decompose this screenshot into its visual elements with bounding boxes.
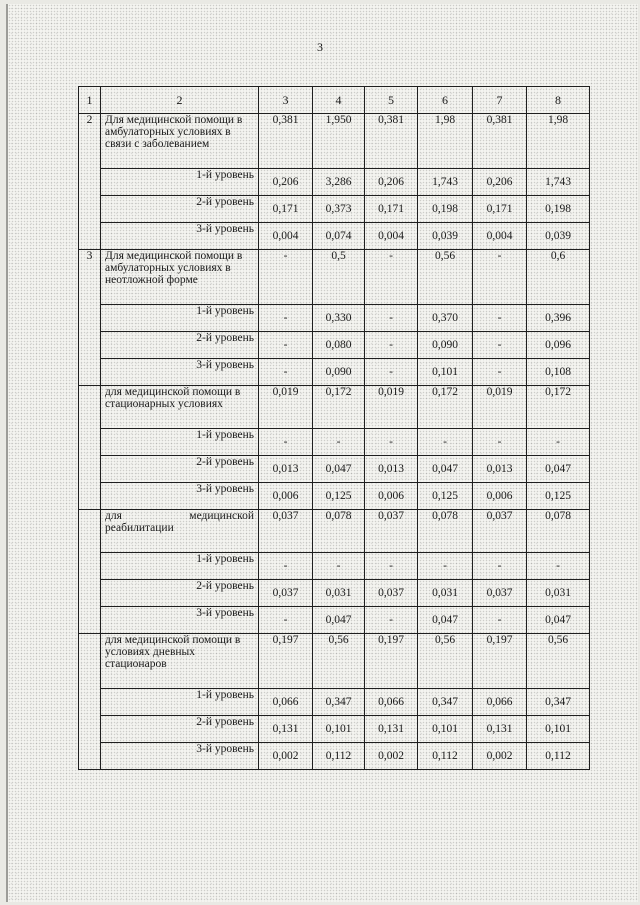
value-cell: - [473,553,527,580]
value-cell: - [418,553,473,580]
level-label: 2-й уровень [101,196,259,223]
value-cell: 0,096 [527,332,590,359]
value-cell: 1,98 [527,114,590,169]
value-cell: 0,381 [259,114,313,169]
value-cell: - [473,359,527,386]
value-cell: 0,101 [418,359,473,386]
value-cell: 0,002 [365,743,418,770]
value-cell: 0,131 [365,716,418,743]
value-cell: - [473,332,527,359]
value-cell: 0,108 [527,359,590,386]
rates-table [78,86,590,770]
value-cell: - [259,359,313,386]
value-cell: 0,047 [527,607,590,634]
value-cell: - [365,359,418,386]
value-cell: 1,98 [418,114,473,169]
value-cell: - [473,607,527,634]
value-cell: 0,047 [527,456,590,483]
level-label: 3-й уровень [101,483,259,510]
value-cell: 0,206 [259,169,313,196]
value-cell: 0,198 [527,196,590,223]
table-row [79,332,590,359]
value-cell: 0,347 [313,689,365,716]
value-cell: 0,131 [473,716,527,743]
table-row [79,553,590,580]
table-row [79,456,590,483]
table-row [79,689,590,716]
value-cell: 0,037 [473,510,527,553]
value-cell: 0,078 [313,510,365,553]
column-header: 8 [527,87,590,114]
section-label: для медицинской реабилитации [101,510,259,553]
table-row [79,196,590,223]
value-cell: - [473,305,527,332]
value-cell: 0,373 [313,196,365,223]
value-cell: - [365,607,418,634]
value-cell: 0,078 [418,510,473,553]
table-row [79,386,590,429]
value-cell: 0,047 [418,607,473,634]
column-header: 6 [418,87,473,114]
value-cell: - [313,553,365,580]
level-label: 2-й уровень [101,456,259,483]
value-cell: 0,066 [473,689,527,716]
row-number: 2 [79,114,101,250]
section-label: Для медицинской помощи в амбулаторных условиях в неотложной форме [101,250,259,305]
value-cell: 0,171 [259,196,313,223]
value-cell: - [313,429,365,456]
value-cell: 0,370 [418,305,473,332]
value-cell: 0,004 [259,223,313,250]
value-cell: 0,039 [418,223,473,250]
row-number [79,386,101,510]
level-label: 3-й уровень [101,359,259,386]
value-cell: 0,172 [313,386,365,429]
value-cell: 0,080 [313,332,365,359]
table-row [79,223,590,250]
value-cell: 0,031 [313,580,365,607]
table-row [79,510,590,553]
level-label: 1-й уровень [101,553,259,580]
value-cell: 0,066 [259,689,313,716]
value-cell: 0,56 [418,250,473,305]
value-cell: 0,037 [259,510,313,553]
table-row [79,607,590,634]
value-cell: 0,131 [259,716,313,743]
value-cell: 0,031 [418,580,473,607]
value-cell: 0,019 [259,386,313,429]
value-cell: 0,125 [418,483,473,510]
value-cell: 0,078 [527,510,590,553]
column-header: 2 [101,87,259,114]
value-cell: 0,6 [527,250,590,305]
table-row [79,483,590,510]
section-label: для медицинской помощи в стационарных условиях [101,386,259,429]
table-row [79,716,590,743]
value-cell: 3,286 [313,169,365,196]
table-row [79,169,590,196]
value-cell: 0,396 [527,305,590,332]
value-cell: - [473,429,527,456]
value-cell: 0,5 [313,250,365,305]
table-row [79,359,590,386]
table-row [79,743,590,770]
table-row [79,114,590,169]
row-number: 3 [79,250,101,386]
value-cell: 1,743 [527,169,590,196]
value-cell: 0,172 [418,386,473,429]
value-cell: 0,039 [527,223,590,250]
level-label: 1-й уровень [101,169,259,196]
level-label: 3-й уровень [101,223,259,250]
row-number [79,510,101,634]
value-cell: - [259,332,313,359]
value-cell: - [365,305,418,332]
level-label: 1-й уровень [101,305,259,332]
level-label: 1-й уровень [101,689,259,716]
value-cell: 0,090 [418,332,473,359]
value-cell: 0,197 [259,634,313,689]
value-cell: 0,013 [473,456,527,483]
value-cell: 0,101 [527,716,590,743]
value-cell: - [365,553,418,580]
table-row [79,429,590,456]
value-cell: 0,206 [473,169,527,196]
value-cell: 0,037 [259,580,313,607]
value-cell: - [527,429,590,456]
value-cell: - [365,332,418,359]
section-label: Для медицинской помощи в амбулаторных условиях в связи с заболеванием [101,114,259,169]
value-cell: 0,381 [473,114,527,169]
value-cell: 0,330 [313,305,365,332]
value-cell: 0,006 [473,483,527,510]
column-header: 3 [259,87,313,114]
value-cell: 0,013 [259,456,313,483]
column-header: 5 [365,87,418,114]
value-cell: 0,198 [418,196,473,223]
value-cell: 0,037 [473,580,527,607]
value-cell: 0,112 [418,743,473,770]
value-cell: - [473,250,527,305]
level-label: 2-й уровень [101,332,259,359]
level-label: 3-й уровень [101,607,259,634]
value-cell: 1,950 [313,114,365,169]
value-cell: 0,171 [365,196,418,223]
value-cell: - [527,553,590,580]
value-cell: 0,171 [473,196,527,223]
value-cell: 0,172 [527,386,590,429]
page-number: 3 [317,40,323,54]
value-cell: 0,074 [313,223,365,250]
value-cell: 0,019 [365,386,418,429]
header-row [79,87,590,114]
value-cell: 0,004 [473,223,527,250]
value-cell: 0,002 [259,743,313,770]
value-cell: 0,381 [365,114,418,169]
value-cell: 0,002 [473,743,527,770]
section-label: для медицинской помощи в условиях дневных стационаров [101,634,259,689]
table-row [79,305,590,332]
value-cell: 0,047 [313,607,365,634]
value-cell: 0,347 [527,689,590,716]
value-cell: - [259,250,313,305]
table-row [79,250,590,305]
value-cell: - [259,305,313,332]
value-cell: 0,197 [365,634,418,689]
value-cell: 0,047 [418,456,473,483]
value-cell: 0,004 [365,223,418,250]
value-cell: 0,112 [313,743,365,770]
level-label: 2-й уровень [101,580,259,607]
value-cell: - [259,553,313,580]
row-number [79,634,101,770]
table-row [79,634,590,689]
value-cell: 0,006 [259,483,313,510]
value-cell: 0,037 [365,580,418,607]
value-cell: - [365,429,418,456]
value-cell: 0,090 [313,359,365,386]
value-cell: 0,037 [365,510,418,553]
column-header: 4 [313,87,365,114]
value-cell: 0,56 [418,634,473,689]
value-cell: - [418,429,473,456]
value-cell: 0,066 [365,689,418,716]
value-cell: 0,347 [418,689,473,716]
value-cell: 1,743 [418,169,473,196]
value-cell: 0,56 [313,634,365,689]
value-cell: 0,031 [527,580,590,607]
value-cell: 0,006 [365,483,418,510]
value-cell: 0,047 [313,456,365,483]
value-cell: 0,125 [313,483,365,510]
value-cell: - [259,607,313,634]
column-header: 7 [473,87,527,114]
level-label: 3-й уровень [101,743,259,770]
level-label: 2-й уровень [101,716,259,743]
value-cell: 0,013 [365,456,418,483]
value-cell: 0,197 [473,634,527,689]
value-cell: 0,101 [313,716,365,743]
value-cell: 0,56 [527,634,590,689]
value-cell: 0,206 [365,169,418,196]
value-cell: 0,019 [473,386,527,429]
value-cell: 0,112 [527,743,590,770]
value-cell: 0,101 [418,716,473,743]
value-cell: - [259,429,313,456]
table-row [79,580,590,607]
column-header: 1 [79,87,101,114]
level-label: 1-й уровень [101,429,259,456]
value-cell: - [365,250,418,305]
value-cell: 0,125 [527,483,590,510]
